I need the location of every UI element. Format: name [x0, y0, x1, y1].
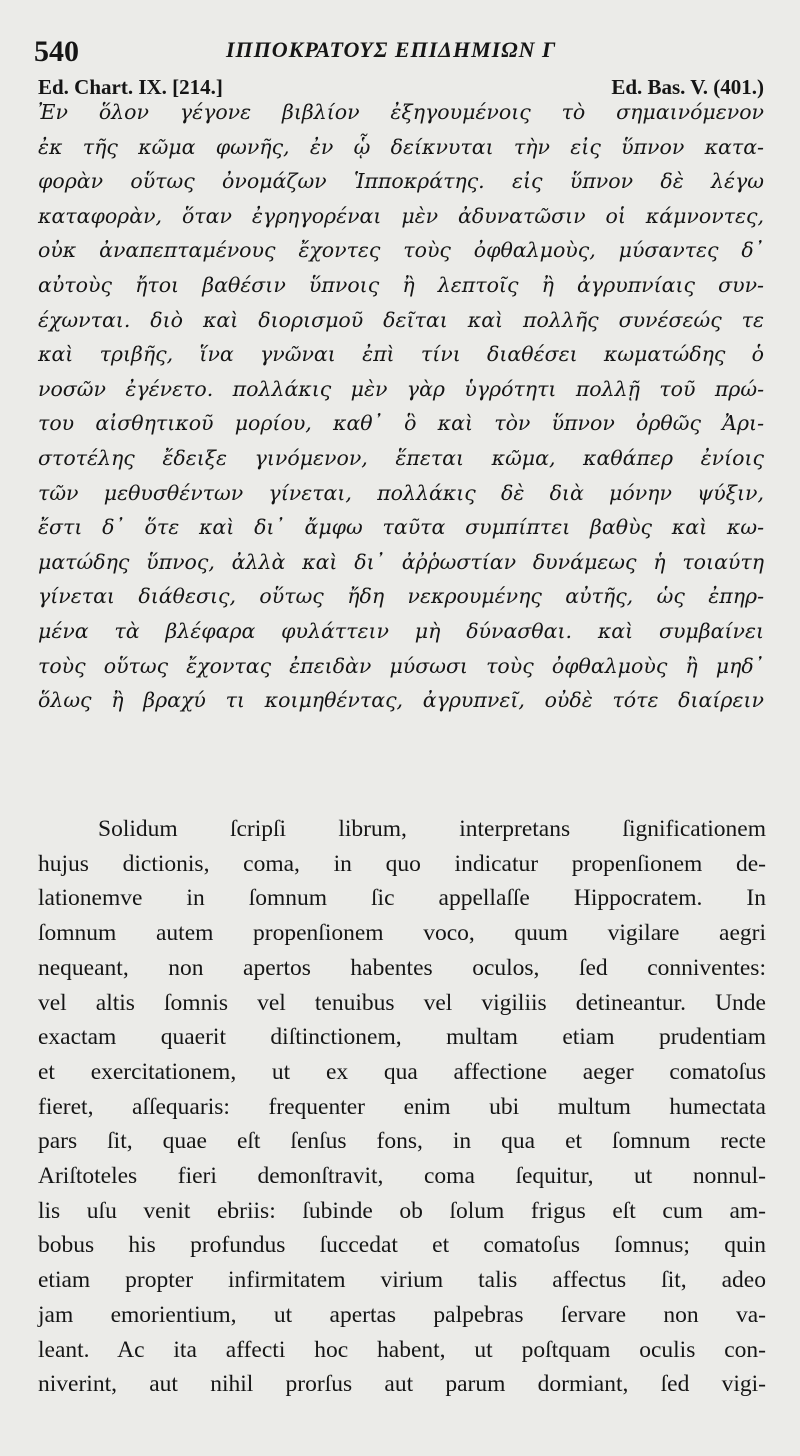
greek-line: Ἐν ὅλον γέγονε βιβλίον ἐξηγουμένοις τὸ σημαινόμενον: [38, 100, 764, 124]
running-title: ΙΠΠΟΚΡΑΤΟΥΣ ΕΠΙΔΗΜΙΩΝ Γ: [226, 37, 557, 62]
greek-text-block: [38, 95, 764, 718]
greek-line: έχωνται. διὸ καὶ διορισμοῦ δεῖται καὶ πολλῆς συνέσεώς τε: [38, 307, 764, 332]
latin-line: ſomnum autem propenſionem voco, quum vigilare aegri: [38, 920, 766, 947]
greek-line: ματώδης ὕπνος, ἀλλὰ καὶ δι᾽ ἀῤῥωστίαν δυνάμεως ἡ τοιαύτη: [38, 549, 764, 574]
latin-line: hujus dictionis, coma, in quo indicatur propenſionem de-: [38, 850, 766, 877]
greek-line: καταφορὰν, ὅταν ἐγρηγορέναι μὲν ἀδυνατῶσιν οἱ κάμνοντες,: [38, 203, 764, 228]
latin-line: pars ſit, quae eſt ſenſus fons, in qua et ſomnum recte: [38, 1128, 766, 1155]
greek-line: ἐκ τῆς κῶμα φωνῆς, ἐν ᾧ δείκνυται τὴν εἰς ὕπνον κατα-: [38, 134, 764, 159]
greek-line: φορὰν οὕτως ὀνομάζων Ἱπποκράτης. εἰς ὕπνον δὲ λέγω: [38, 169, 764, 194]
latin-line: lationemve in ſomnum ſic appellaſſe Hippocratem. In: [38, 885, 766, 912]
greek-line: γίνεται διάθεσις, οὕτως ἤδη νεκρουμένης αὐτῆς, ὡς ἐπηρ-: [38, 584, 764, 609]
latin-line: et exercitationem, ut ex qua affectione aeger comatoſus: [38, 1058, 766, 1085]
latin-line: etiam propter infirmitatem virium talis affectus ſit, adeo: [38, 1267, 766, 1294]
greek-line: στοτέλης ἔδειξε γινόμενον, ἕπεται κῶμα, καθάπερ ἐνίοις: [38, 445, 764, 470]
latin-line: jam emorientium, ut apertas palpebras ſervare non va-: [38, 1301, 766, 1328]
page-number: 540: [34, 35, 79, 68]
greek-line: ἔστι δ᾽ ὅτε καὶ δι᾽ ἄμφω ταῦτα συμπίπτει βαθὺς καὶ κω-: [38, 515, 764, 540]
greek-line: ὅλως ἢ βραχύ τι κοιμηθέντας, ἀγρυπνεῖ, οὐδὲ τότε διαίρειν: [38, 688, 764, 713]
greek-line: νοσῶν ἐγένετο. πολλάκις μὲν γὰρ ὑγρότητι πολλῇ τοῦ πρώ-: [38, 376, 764, 401]
greek-line: οὐκ ἀναπεπταμένους ἔχοντες τοὺς ὀφθαλμοὺς, μύσαντες δ᾽: [38, 238, 764, 263]
latin-line: niverint, aut nihil prorſus aut parum dormiant, ſed vigi-: [38, 1371, 766, 1398]
greek-line: τῶν μεθυσθέντων γίνεται, πολλάκις δὲ διὰ μόνην ψύξιν,: [38, 480, 764, 505]
latin-line: bobus his profundus ſuccedat et comatoſus ſomnus; quin: [38, 1232, 766, 1259]
greek-line: τοὺς οὕτως ἔχοντας ἐπειδὰν μύσωσι τοὺς ὀφθαλμοὺς ἢ μηδ᾽: [38, 653, 764, 678]
latin-line: nequeant, non apertos habentes oculos, ſed conniventes:: [38, 954, 766, 981]
latin-line: Ariſtoteles fieri demonſtravit, coma ſequitur, ut nonnul-: [38, 1163, 766, 1190]
latin-line: leant. Ac ita affecti hoc habent, ut poſtquam oculis con-: [38, 1336, 766, 1363]
edition-reference-right: Ed. Bas. V. (401.): [611, 75, 764, 99]
greek-line: του αἰσθητικοῦ μορίου, καθ᾽ ὃ καὶ τὸν ὕπνον ὀρθῶς Ἀρι-: [38, 411, 764, 436]
greek-line: αὐτοὺς ἤτοι βαθέσιν ὕπνοις ἢ λεπτοῖς ἢ ἀγρυπνίαις συν-: [38, 272, 764, 297]
latin-line: exactam quaerit diſtinctionem, multam etiam prudentiam: [38, 1024, 766, 1051]
latin-line: lis uſu venit ebriis: ſubinde ob ſolum frigus eſt cum am-: [38, 1197, 766, 1224]
latin-line: Solidum ſcripſi librum, interpretans ſignificationem: [98, 816, 766, 842]
latin-line: fieret, aſſequaris: frequenter enim ubi multum humectata: [38, 1093, 766, 1120]
greek-line: μένα τὰ βλέφαρα φυλάττειν μὴ δύνασθαι. καὶ συμβαίνει: [38, 618, 764, 643]
greek-line: καὶ τριβῆς, ἵνα γνῶναι ἐπὶ τίνι διαθέσει κωματώδης ὁ: [38, 342, 764, 367]
edition-reference-left: Ed. Chart. IX. [214.]: [38, 75, 223, 99]
latin-text-block: [38, 812, 766, 1402]
latin-line: vel altis ſomnis vel tenuibus vel vigiliis detineantur. Unde: [38, 989, 766, 1016]
